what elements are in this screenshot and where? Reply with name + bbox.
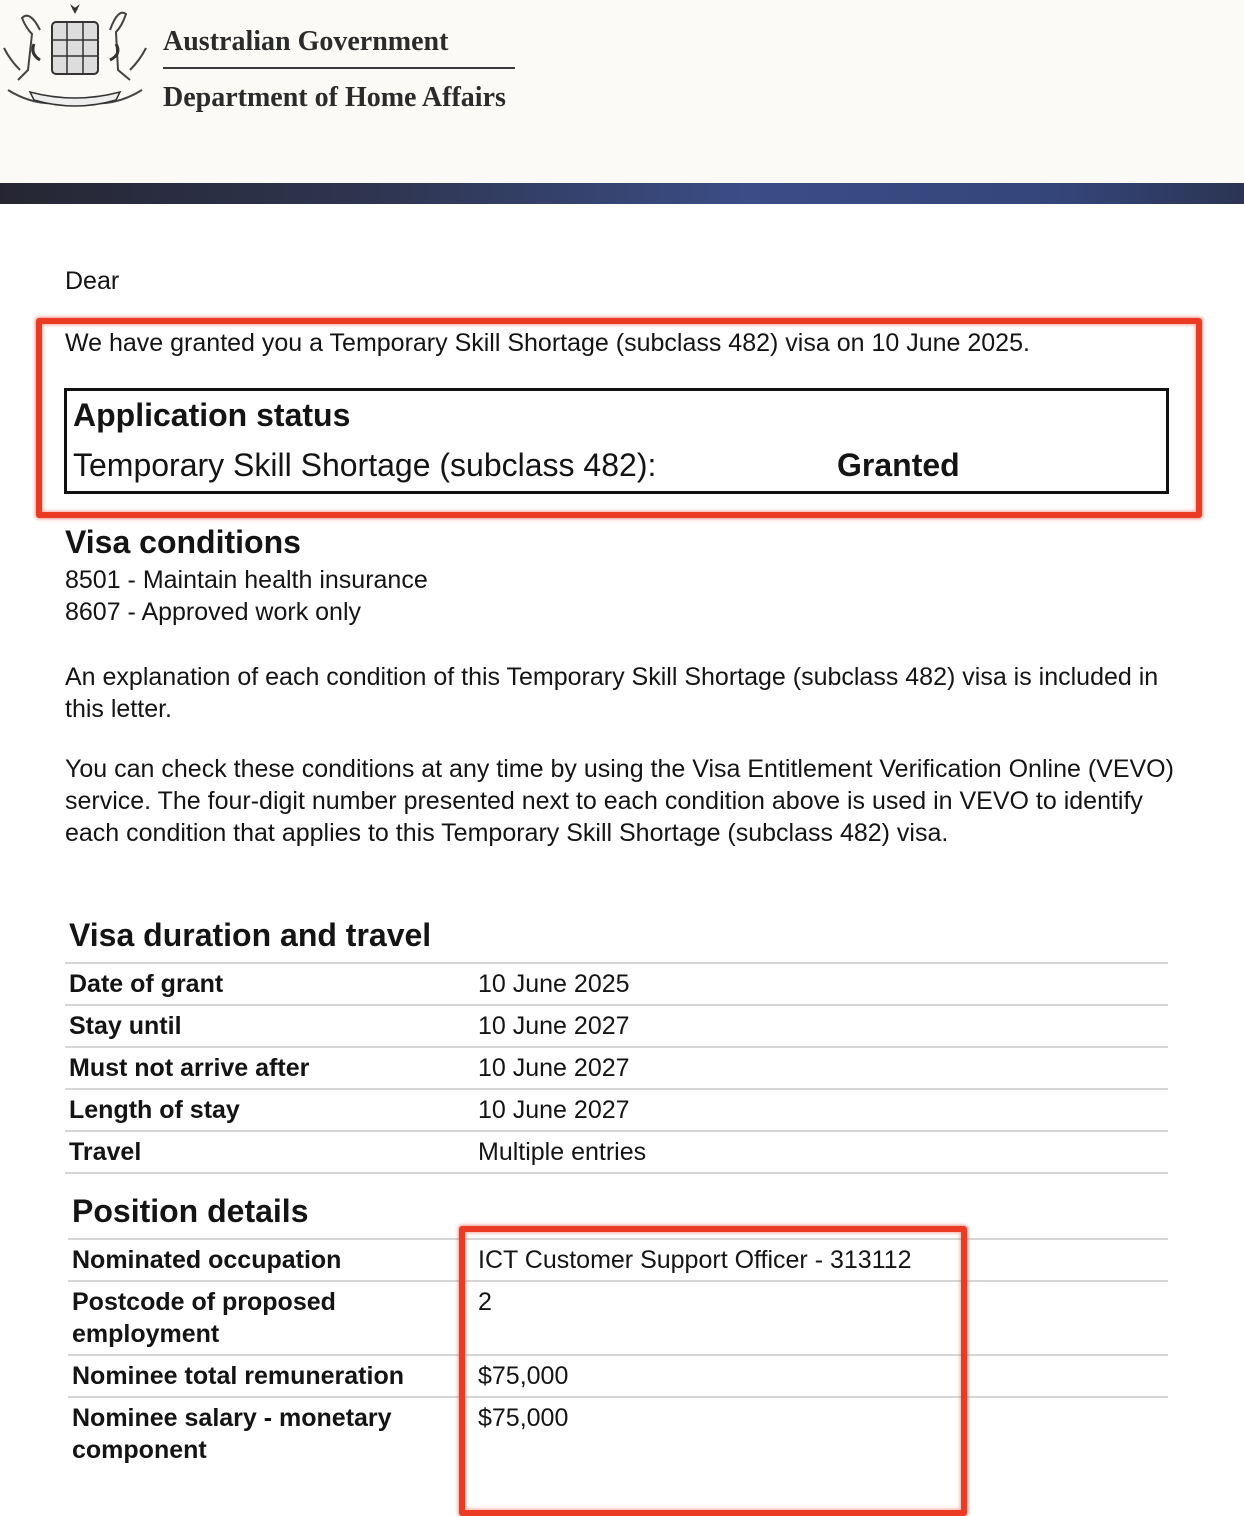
table-row bbox=[65, 1004, 1168, 1046]
row-label: Postcode of proposed employment bbox=[72, 1288, 336, 1348]
row-value: 10 June 2027 bbox=[478, 1012, 630, 1040]
table-row bbox=[65, 962, 1168, 1004]
row-value: 10 June 2027 bbox=[478, 1054, 630, 1082]
condition-item: 8607 - Approved work only bbox=[65, 598, 362, 626]
position-details-title: Position details bbox=[72, 1193, 309, 1229]
row-value: $75,000 bbox=[478, 1362, 569, 1390]
duration-travel-table bbox=[65, 962, 1168, 1174]
row-value: 2 bbox=[478, 1288, 492, 1316]
row-value: Multiple entries bbox=[478, 1138, 647, 1166]
row-value: $75,000 bbox=[478, 1404, 569, 1432]
row-label: Nominee salary - monetary component bbox=[72, 1404, 392, 1464]
department-title: Department of Home Affairs bbox=[163, 82, 506, 113]
greeting: Dear bbox=[65, 267, 120, 295]
row-label: Nominated occupation bbox=[72, 1246, 342, 1274]
header-band bbox=[0, 183, 1244, 204]
duration-travel-title: Visa duration and travel bbox=[69, 917, 432, 953]
table-row bbox=[65, 1046, 1168, 1088]
table-row bbox=[65, 1088, 1168, 1130]
row-value: ICT Customer Support Officer - 313112 bbox=[478, 1246, 912, 1274]
letterhead bbox=[0, 0, 1244, 183]
title-divider bbox=[163, 67, 515, 69]
table-row bbox=[65, 1130, 1168, 1174]
row-label: Nominee total remuneration bbox=[72, 1362, 404, 1390]
application-status-box bbox=[64, 388, 1169, 494]
highlight-box-position bbox=[459, 1226, 967, 1516]
row-label: Date of grant bbox=[69, 970, 224, 998]
condition-item: 8501 - Maintain health insurance bbox=[65, 566, 428, 594]
agency-title: Australian Government bbox=[163, 26, 449, 57]
row-label: Travel bbox=[69, 1138, 142, 1166]
grant-sentence: We have granted you a Temporary Skill Shortage (subclass 482) visa on 10 June 2025. bbox=[65, 329, 1030, 357]
vevo-paragraph: You can check these conditions at any time by using the Visa Entitlement Verification Online (VEVO) service. The four-digit number presented next to each condition above is used in VEVO to identify each condition that applies to this Temporary Skill Shortage (subclass 482) visa. bbox=[65, 755, 1174, 847]
row-value: 10 June 2027 bbox=[478, 1096, 630, 1124]
row-label: Must not arrive after bbox=[69, 1054, 310, 1082]
coat-of-arms-crest bbox=[0, 0, 150, 115]
visa-conditions-title: Visa conditions bbox=[65, 524, 301, 560]
row-label: Length of stay bbox=[69, 1096, 240, 1124]
conditions-explanation: An explanation of each condition of this Temporary Skill Shortage (subclass 482) visa is included in this letter. bbox=[65, 663, 1159, 723]
status-value: Granted bbox=[837, 447, 960, 483]
row-label: Stay until bbox=[69, 1012, 182, 1040]
row-value: 10 June 2025 bbox=[478, 970, 630, 998]
status-label: Temporary Skill Shortage (subclass 482): bbox=[73, 447, 657, 483]
status-title: Application status bbox=[73, 397, 351, 433]
